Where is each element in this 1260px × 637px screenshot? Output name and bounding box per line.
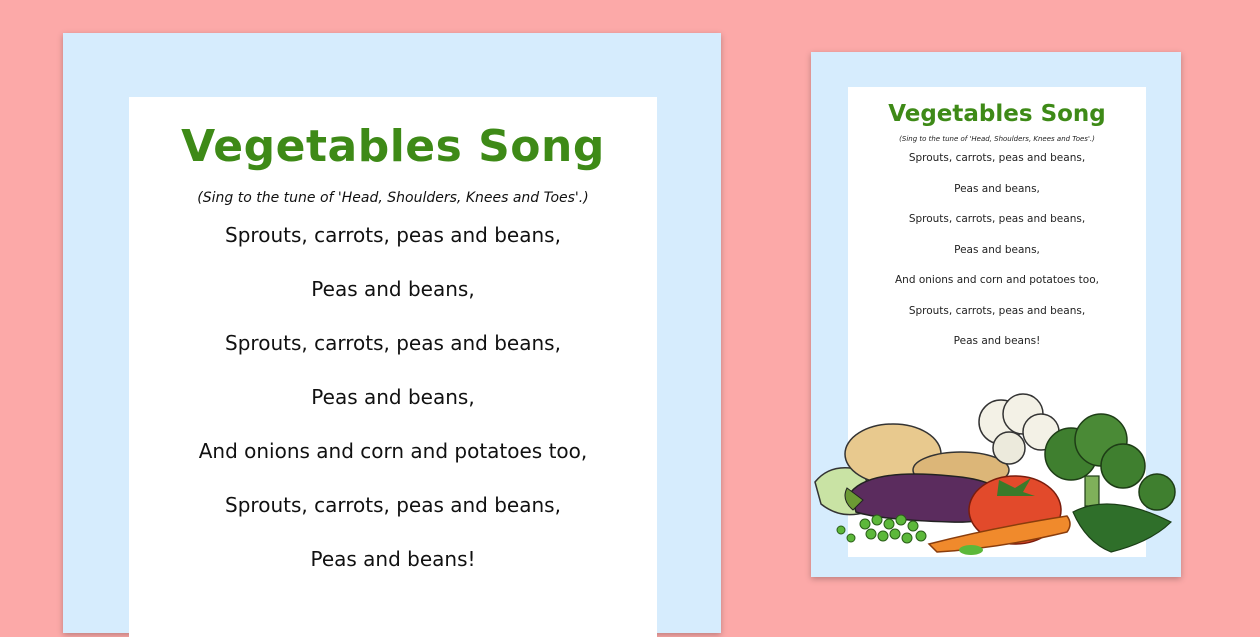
lyric-line: Peas and beans, xyxy=(311,385,475,409)
lyric-line: Peas and beans, xyxy=(311,277,475,301)
broccoli-icon xyxy=(1045,414,1175,510)
vegetables-illustration xyxy=(811,392,1181,577)
lyric-line: Sprouts, carrots, peas and beans, xyxy=(908,213,1086,225)
poster-small xyxy=(811,52,1181,577)
lyric-line: Peas and beans, xyxy=(954,243,1040,256)
lyric-line: Sprouts, carrots, peas and beans, xyxy=(908,152,1086,164)
song-title-small: Vegetables Song xyxy=(888,101,1106,127)
lyric-line: And onions and corn and potatoes too, xyxy=(198,439,588,463)
lettuce-icon xyxy=(1073,504,1171,552)
lyric-line: And onions and corn and potatoes too, xyxy=(895,274,1099,286)
lyric-line: Sprouts, carrots, peas and beans, xyxy=(225,493,561,517)
lyric-line: Sprouts, carrots, peas and beans, xyxy=(908,304,1086,317)
lyric-line: Peas and beans! xyxy=(953,335,1041,347)
poster-large xyxy=(63,33,721,633)
lyrics xyxy=(129,218,657,596)
poster-large-sheet xyxy=(129,97,657,637)
song-subtitle-small: (Sing to the tune of 'Head, Shoulders, Knees and Toes'.) xyxy=(899,135,1095,143)
lyric-line: Sprouts, carrots, peas and beans, xyxy=(225,223,561,247)
lyric-line: Peas and beans, xyxy=(954,182,1040,195)
song-title: Vegetables Song xyxy=(181,121,605,172)
lyrics-small xyxy=(848,151,1146,365)
song-subtitle: (Sing to the tune of 'Head, Shoulders, Knees and Toes'.) xyxy=(197,190,589,206)
lyric-line: Sprouts, carrots, peas and beans, xyxy=(225,331,561,355)
lyric-line: Peas and beans! xyxy=(310,547,476,571)
